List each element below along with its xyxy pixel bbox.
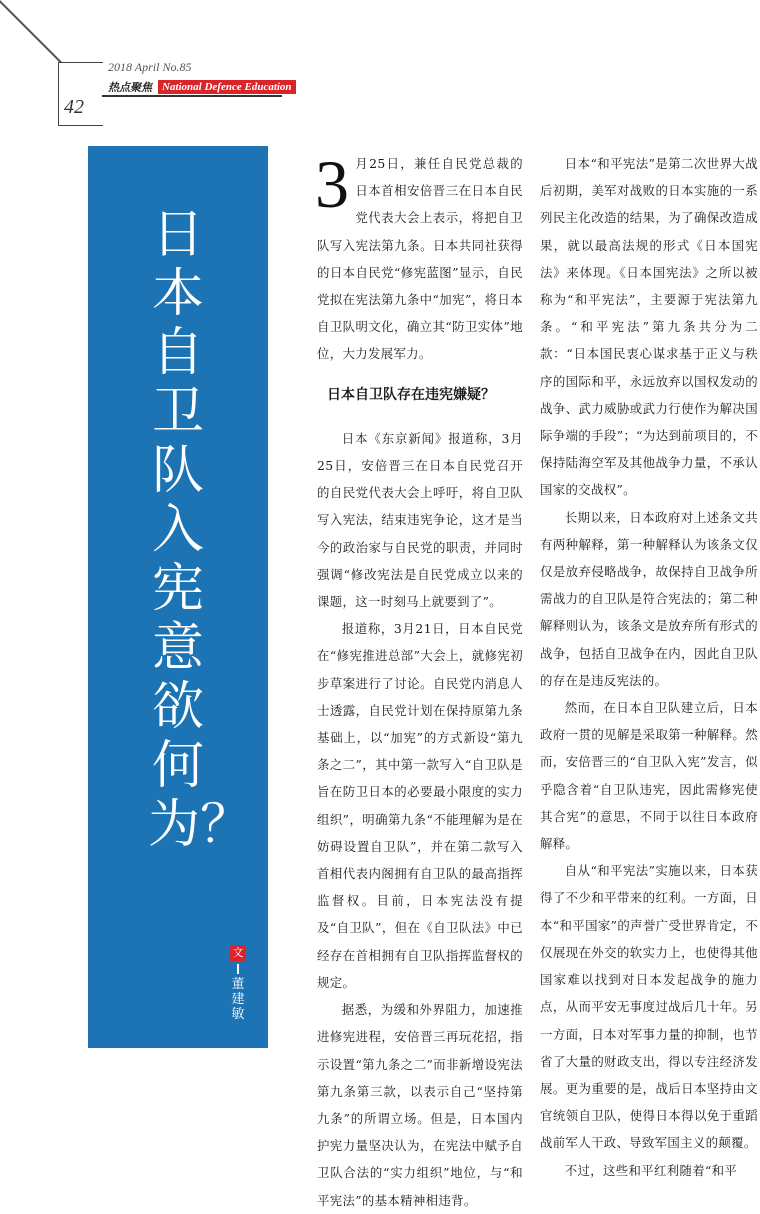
author-name: 董建敏	[231, 977, 245, 1022]
header-rule	[102, 95, 282, 97]
paragraph: 报道称，3月21日，日本自民党在“修宪推进总部”大会上，就修宪初步草案进行了讨论。自民党内消息人士透露，自民党计划在保持原第九条基础上，以“加宪”的方式新设“第九条之二”，其中第一款写入“自卫队是旨在防卫日本的必要最小限度的实力组织”，明确第九条“不能理解为是在妨碍设置自卫队”，并在第二款写入首相代表内阁拥有自卫队的最高指挥监督权。目前，日本宪法没有提及“自卫队”，但在《自卫队法》中已经存在首相拥有自卫队指挥监督权的规定。	[317, 621, 523, 990]
paragraph: 然而，在日本自卫队建立后，日本政府一贯的见解是采取第一种解释。然而，安倍晋三的“自卫队入宪”发言，似乎隐含着“自卫队违宪，因此需修宪使其合宪”的意思，不同于以往日本政府解释。	[540, 700, 758, 852]
paragraph: 据悉，为缓和外界阻力，加速推进修宪进程，安倍晋三再玩花招，指示设置“第九条之二”而非新增设宪法第九条第三款，以表示自己“坚持第九条”的所谓立场。但是，日本国内护宪力量坚决认为，在宪法中赋予自卫队合法的“实力组织”地位，与“和平宪法”的基本精神相违背。	[317, 1002, 523, 1208]
article-title: 日本自卫队入宪意欲何为？	[148, 205, 253, 855]
section-tag: National Defence Education	[158, 80, 296, 94]
subheading: 日本自卫队存在违宪嫌疑？	[327, 386, 495, 403]
page-number: 42	[64, 96, 84, 118]
drop-cap: 3	[315, 146, 350, 222]
author-divider	[237, 964, 239, 974]
paragraph-text: 月25日，兼任自民党总裁的日本首相安倍晋三在日本自民党代表大会上表示，将把自卫队写入宪法第九条。日本共同社获得的日本自民党“修宪蓝图”显示，自民党拟在宪法第九条中“加宪”，将日本自卫队明文化，确立其“防卫实体”地位，大力发展军力。	[317, 156, 523, 362]
paragraph: 自从“和平宪法”实施以来，日本获得了不少和平带来的红利。一方面，日本“和平国家”的声誉广受世界肯定，不仅展现在外交的软实力上，也使得其他国家难以找到对日本发起战争的施力点，从而平安无事度过战后几十年。另一方面，日本对军事力量的抑制，也节省了大量的财政支出，得以专注经济发展。更为重要的是，战后日本坚持由文官统领自卫队，使得日本得以免于重蹈战前军人干政、导致军国主义的颠覆。	[540, 863, 758, 1151]
issue-label: 2018 April No.85	[108, 60, 192, 74]
paragraph: 日本“和平宪法”是第二次世界大战后初期，美军对战败的日本实施的一系列民主化改造的结果，为了确保改造成果，就以最高法规的形式《日本国宪法》来体现。《日本国宪法》之所以被称为“和平宪法”，主要源于宪法第九条。“和平宪法”第九条共分为二款：“日本国民衷心谋求基于正义与秩序的国际和平，永远放弃以国权发动的战争、武力威胁或武力行使作为解决国际争端的手段”；“为达到前项目的，不保持陆海空军及其他战争力量，不承认国家的交战权”。	[540, 156, 758, 498]
article-column-2	[540, 150, 758, 1184]
author-tag: 文	[230, 945, 246, 961]
author-credit	[225, 945, 251, 1022]
paragraph: 长期以来，日本政府对上述条文共有两种解释，第一种解释认为该条文仅仅是放弃侵略战争，故保持自卫战争所需战力的自卫队是符合宪法的；第二种解释则认为，该条文是放弃所有形式的战争，包括自卫战争在内，因此自卫队的存在是违反宪法的。	[540, 509, 758, 688]
paragraph: 不过，这些和平红利随着“和平	[564, 1162, 738, 1178]
paragraph	[315, 146, 523, 368]
section-label: 热点聚焦	[108, 81, 152, 94]
paragraph: 日本《东京新闻》报道称，3月25日，安倍晋三在日本自民党召开的自民党代表大会上呼吁，将自卫队写入宪法，结束违宪争论，这才是当今的政治家与自民党的职责，并同时强调“修改宪法是自民党成立以来的课题，这一时刻马上就要到了”。	[317, 430, 523, 610]
article-column-1	[315, 146, 523, 1214]
section-header	[108, 80, 296, 94]
